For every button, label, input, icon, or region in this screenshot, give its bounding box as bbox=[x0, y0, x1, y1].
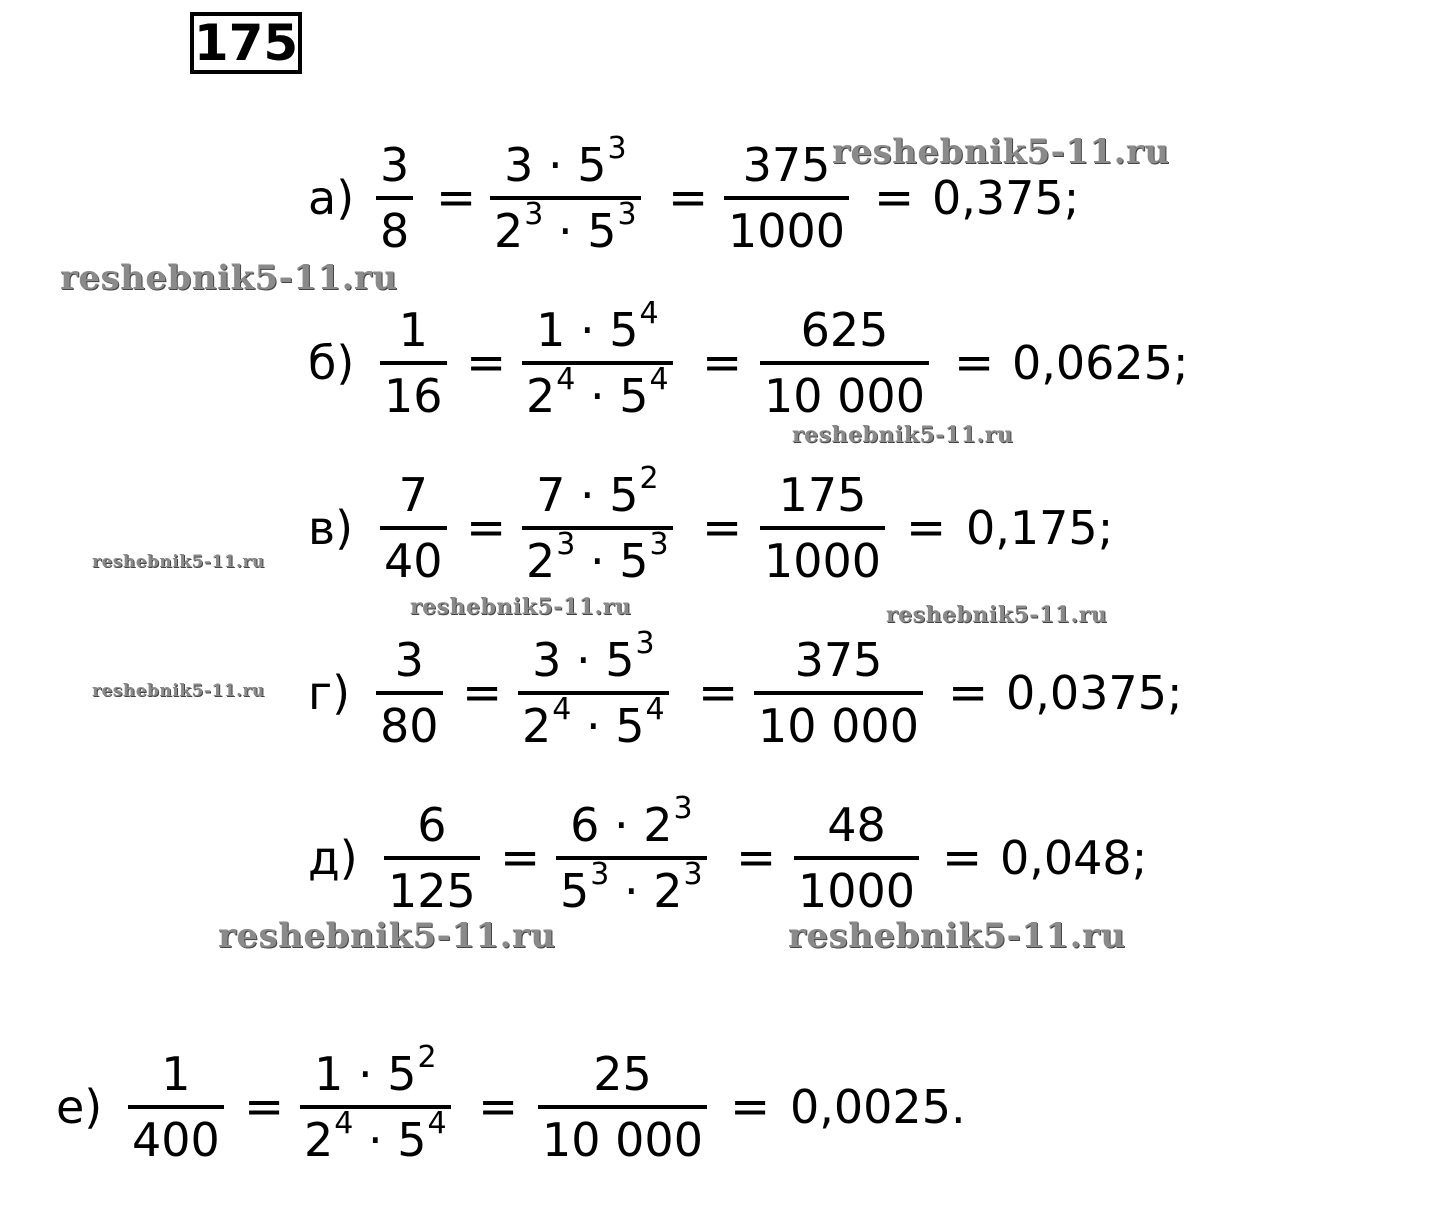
watermark: reshebnik5-11.ru bbox=[832, 132, 1170, 172]
fraction-2 bbox=[300, 1040, 451, 1167]
denominator: 10 000 bbox=[764, 369, 925, 423]
watermark: reshebnik5-11.ru bbox=[92, 681, 265, 701]
decimal-result: 0,0625; bbox=[1012, 336, 1189, 390]
numerator: 3 · 5 $^3$ bbox=[532, 626, 655, 687]
equals-sign: = bbox=[954, 335, 995, 391]
fraction-bar bbox=[760, 526, 885, 530]
numerator: 3 bbox=[394, 633, 424, 687]
numerator: 3 · 5 $^3$ bbox=[504, 131, 627, 192]
numerator: 1 · 5 $^4$ bbox=[536, 296, 659, 357]
numerator: 1 · 5 $^2$ bbox=[314, 1040, 437, 1101]
fraction-bar bbox=[724, 196, 849, 200]
fraction-bar bbox=[760, 361, 929, 365]
fraction-1 bbox=[376, 138, 413, 258]
denominator: 16 bbox=[384, 369, 443, 423]
denominator: 10 000 bbox=[758, 699, 919, 753]
watermark: reshebnik5-11.ru bbox=[92, 552, 265, 572]
item-label: е) bbox=[56, 1080, 103, 1134]
denominator: 8 bbox=[380, 204, 410, 258]
equals-sign: = bbox=[736, 830, 777, 886]
equals-sign: = bbox=[906, 500, 947, 556]
denominator: 5 $^3$ · 2 $^3$ bbox=[560, 857, 703, 918]
fraction-bar bbox=[794, 856, 919, 860]
denominator: 1000 bbox=[764, 534, 882, 588]
numerator: 6 · 2 $^3$ bbox=[570, 791, 693, 852]
fraction-1 bbox=[380, 468, 447, 588]
watermark: reshebnik5-11.ru bbox=[218, 916, 556, 956]
fraction-bar bbox=[538, 1105, 707, 1109]
denominator: 40 bbox=[384, 534, 443, 588]
equals-sign: = bbox=[478, 1079, 519, 1135]
equals-sign: = bbox=[668, 170, 709, 226]
fraction-3 bbox=[538, 1047, 707, 1167]
equals-sign: = bbox=[702, 500, 743, 556]
denominator: 2 $^4$ · 5 $^4$ bbox=[526, 362, 669, 423]
fraction-3 bbox=[760, 303, 929, 423]
watermark: reshebnik5-11.ru bbox=[788, 916, 1126, 956]
denominator: 2 $^4$ · 5 $^4$ bbox=[522, 692, 665, 753]
equals-sign: = bbox=[500, 830, 541, 886]
equals-sign: = bbox=[698, 665, 739, 721]
fraction-bar bbox=[376, 196, 413, 200]
fraction-bar bbox=[384, 856, 480, 860]
item-label: б) bbox=[308, 336, 355, 390]
fraction-3 bbox=[724, 138, 849, 258]
equals-sign: = bbox=[942, 830, 983, 886]
fraction-bar bbox=[376, 691, 443, 695]
item-label: г) bbox=[308, 666, 351, 720]
decimal-result: 0,175; bbox=[966, 501, 1114, 555]
fraction-3 bbox=[760, 468, 885, 588]
watermark: reshebnik5-11.ru bbox=[410, 594, 632, 620]
equals-sign: = bbox=[462, 665, 503, 721]
watermark: reshebnik5-11.ru bbox=[792, 422, 1014, 448]
denominator: 10 000 bbox=[542, 1113, 703, 1167]
fraction-3 bbox=[794, 798, 919, 918]
item-label: а) bbox=[308, 171, 355, 225]
denominator: 1000 bbox=[728, 204, 846, 258]
equals-sign: = bbox=[466, 335, 507, 391]
fraction-1 bbox=[380, 303, 447, 423]
numerator: 375 bbox=[742, 138, 831, 192]
denominator: 80 bbox=[380, 699, 439, 753]
fraction-2 bbox=[518, 626, 669, 753]
denominator: 2 $^4$ · 5 $^4$ bbox=[304, 1106, 447, 1167]
numerator: 1 bbox=[398, 303, 428, 357]
equals-sign: = bbox=[466, 500, 507, 556]
equals-sign: = bbox=[244, 1079, 285, 1135]
fraction-bar bbox=[128, 1105, 224, 1109]
equals-sign: = bbox=[702, 335, 743, 391]
fraction-1 bbox=[384, 798, 480, 918]
numerator: 3 bbox=[380, 138, 410, 192]
numerator: 625 bbox=[800, 303, 889, 357]
watermark: reshebnik5-11.ru bbox=[60, 258, 398, 298]
problem-number: 175 bbox=[190, 12, 302, 74]
fraction-bar bbox=[380, 526, 447, 530]
item-label: д) bbox=[308, 831, 358, 885]
denominator: 125 bbox=[388, 864, 476, 918]
numerator: 25 bbox=[593, 1047, 652, 1101]
decimal-result: 0,0025. bbox=[790, 1080, 966, 1134]
denominator: 2 $^3$ · 5 $^3$ bbox=[526, 527, 669, 588]
fraction-1 bbox=[376, 633, 443, 753]
numerator: 375 bbox=[794, 633, 883, 687]
watermark: reshebnik5-11.ru bbox=[886, 602, 1108, 628]
decimal-result: 0,0375; bbox=[1006, 666, 1183, 720]
fraction-2 bbox=[556, 791, 707, 918]
fraction-1 bbox=[128, 1047, 224, 1167]
fraction-bar bbox=[754, 691, 923, 695]
fraction-2 bbox=[522, 296, 673, 423]
equals-sign: = bbox=[948, 665, 989, 721]
denominator: 400 bbox=[132, 1113, 220, 1167]
equals-sign: = bbox=[730, 1079, 771, 1135]
numerator: 48 bbox=[827, 798, 886, 852]
equals-sign: = bbox=[874, 170, 915, 226]
numerator: 6 bbox=[417, 798, 447, 852]
numerator: 7 bbox=[398, 468, 428, 522]
fraction-2 bbox=[490, 131, 641, 258]
fraction-3 bbox=[754, 633, 923, 753]
numerator: 1 bbox=[161, 1047, 191, 1101]
decimal-result: 0,375; bbox=[932, 171, 1080, 225]
numerator: 175 bbox=[778, 468, 867, 522]
equals-sign: = bbox=[436, 170, 477, 226]
numerator: 7 · 5 $^2$ bbox=[536, 461, 659, 522]
denominator: 2 $^3$ · 5 $^3$ bbox=[494, 197, 637, 258]
denominator: 1000 bbox=[798, 864, 916, 918]
item-label: в) bbox=[308, 501, 354, 555]
fraction-2 bbox=[522, 461, 673, 588]
fraction-bar bbox=[380, 361, 447, 365]
decimal-result: 0,048; bbox=[1000, 831, 1148, 885]
